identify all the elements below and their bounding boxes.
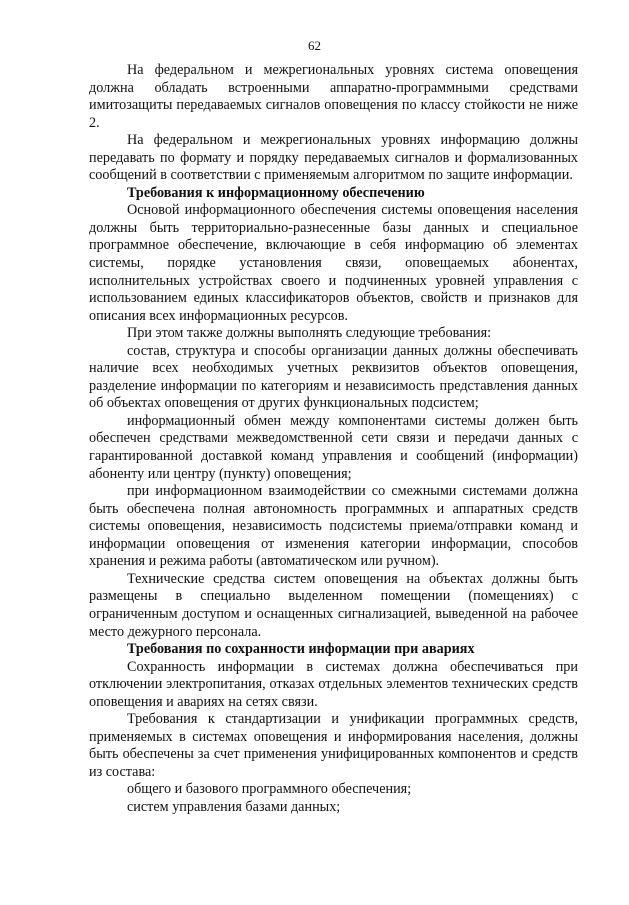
list-item: состав, структура и способы организации данных должны обеспечивать наличие всех необходимых учетных реквизитов объектов оповещения, разделение информации по категориям и независимость представления данных об объектах оповещения от других функциональных подсистем; <box>89 342 578 412</box>
paragraph: Сохранность информации в системах должна обеспечиваться при отключении электропитания, отказах отдельных элементов технических средств оповещения и авариях на сетях связи. <box>89 658 578 710</box>
page-body <box>89 62 578 817</box>
list-item: при информационном взаимодействии со смежными системами должна быть обеспечена полная автономность программных и аппаратных средств системы оповещения, независимость подсистемы приема/отправки команд и информации оповещения от изменения категории информации, способов хранения и режима работы (автоматическом или ручном). <box>89 483 578 570</box>
list-item: систем управления базами данных; <box>127 798 341 815</box>
paragraph: На федеральном и межрегиональных уровнях информацию должны передавать по формату и порядку передаваемых сигналов и формализованных сообщений в соответствии с применяемым алгоритмом по защите информации. <box>89 132 578 184</box>
page-number: 62 <box>308 38 321 53</box>
section-heading-data-safety: Требования по сохранности информации при авариях <box>127 641 475 658</box>
list-item: информационный обмен между компонентами системы должен быть обеспечен средствами межведомственной сети связи и передачи данных с гарантированной доставкой команд управления и сообщений (информации) абоненту или центру (пункту) оповещения; <box>89 412 578 482</box>
section-heading-information-support: Требования к информационному обеспечению <box>127 184 425 201</box>
paragraph: На федеральном и межрегиональных уровнях система оповещения должна обладать встроенными аппаратно-программными средствами имитозащиты передаваемых сигналов оповещения по классу стойкости не ниже 2. <box>89 62 578 131</box>
list-item: общего и базового программного обеспечения; <box>127 781 412 798</box>
paragraph: Технические средства систем оповещения на объектах должны быть размещены в специально выделенном помещении (помещениях) с ограниченным доступом и оснащенных сигнализацией, выведенной на рабочее место дежурного персонала. <box>89 570 578 640</box>
paragraph: Требования к стандартизации и унификации программных средств, применяемых в системах оповещения и информирования населения, должны быть обеспечены за счет применения унифицированных компонентов и средств из состава: <box>89 711 578 780</box>
paragraph: Основой информационного обеспечения системы оповещения населения должны быть территориально-разнесенные базы данных и специальное программное обеспечение, включающие в себя информацию об элементах системы, порядке установления связи, оповещаемых абонентах, исполнительных устройствах своего и подчиненных уровней управления с использованием единых классификаторов объектов, свойств и признаков для описания всех информационных ресурсов. <box>89 202 578 324</box>
paragraph: При этом также должны выполнять следующие требования: <box>127 325 492 342</box>
